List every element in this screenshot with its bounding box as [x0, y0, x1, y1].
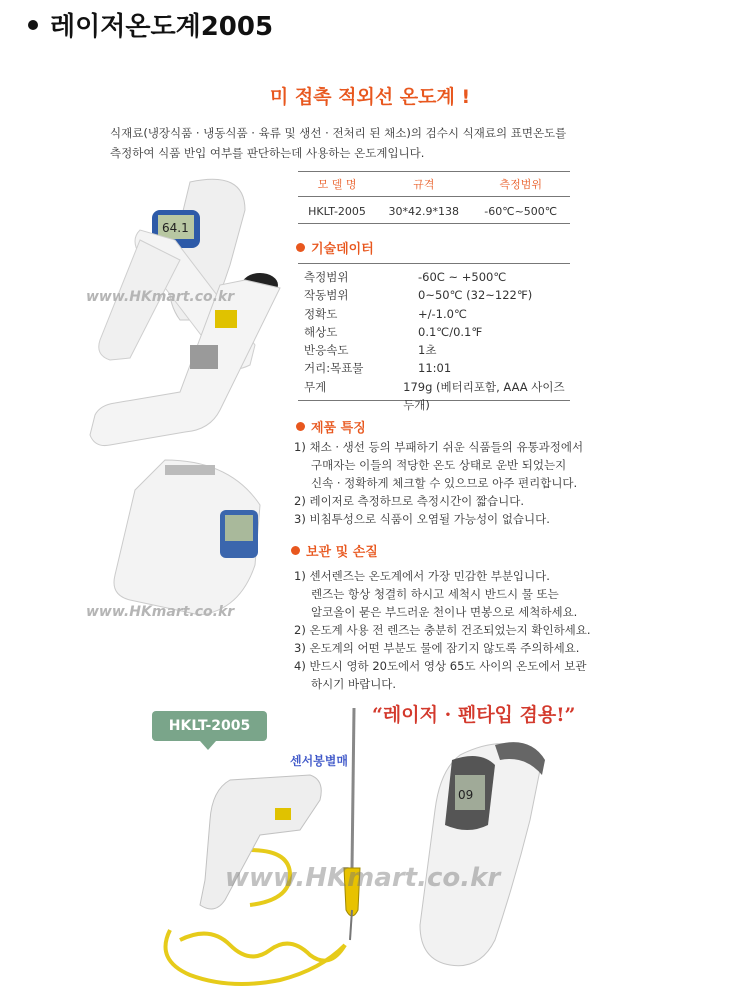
features-heading-label: 제품 특징	[311, 421, 366, 436]
title-bullet	[28, 20, 38, 30]
care-line: 알코올이 묻은 부드러운 천이나 면봉으로 세척하세요.	[311, 605, 578, 619]
tech-row	[298, 286, 570, 304]
intro-text	[110, 123, 630, 163]
tech-row	[298, 323, 570, 341]
feature-line: 1) 채소 · 생선 등의 부패하기 쉬운 식품들의 유통과정에서	[294, 440, 584, 454]
bullet-icon	[296, 422, 305, 431]
pen-lcd-reading: 09	[458, 788, 474, 802]
bottom-product-photos	[150, 700, 710, 1000]
spec-cell: -60℃~500℃	[471, 197, 570, 224]
feature-line: 신속 · 정확하게 체크할 수 있으므로 아주 편리합니다.	[311, 476, 578, 490]
tech-row	[298, 341, 570, 359]
tech-key: 반응속도	[304, 343, 349, 358]
thermometer-angled-image	[114, 460, 260, 615]
tech-value: 0~50℃ (32~122℉)	[418, 288, 533, 303]
tech-row	[298, 359, 570, 377]
spec-row	[298, 197, 570, 224]
care-heading	[291, 541, 378, 560]
model-tag: HKLT-2005	[152, 711, 267, 741]
tech-table	[298, 263, 570, 412]
watermark-large: www.HKmart.co.kr	[225, 863, 501, 893]
tech-value: +/-1.0℃	[418, 306, 467, 321]
page-title: 레이저온도계2005	[50, 12, 274, 42]
bullet-icon	[296, 243, 305, 252]
tech-value: -60C ~ +500℃	[418, 270, 507, 284]
page-subtitle: 미 접촉 적외선 온도계 !	[269, 86, 471, 108]
pen-thermometer-image	[420, 742, 545, 966]
lcd-reading: 64.1	[162, 221, 189, 235]
tech-value: 11:01	[418, 361, 452, 376]
sensor-note: 센서봉별매	[290, 754, 348, 768]
tech-row	[298, 305, 570, 323]
probe-image	[344, 708, 360, 940]
tech-value: 0.1℃/0.1℉	[418, 324, 483, 339]
care-line: 1) 센서렌즈는 온도계에서 가장 민감한 부분입니다.	[294, 569, 550, 583]
features-heading	[296, 417, 366, 436]
tech-heading	[296, 238, 374, 257]
feature-line: 2) 레이저로 측정하므로 측정시간이 짧습니다.	[294, 494, 525, 508]
tech-row	[298, 378, 570, 412]
spec-cell: HKLT-2005	[298, 197, 376, 224]
spec-header: 측정범위	[471, 172, 570, 197]
tech-key: 정확도	[304, 306, 338, 321]
care-line: 렌즈는 항상 청결히 하시고 세척시 반드시 물 또는	[311, 587, 559, 601]
care-line: 4) 반드시 영하 20도에서 영상 65도 사이의 온도에서 보관	[294, 659, 587, 673]
tech-key: 측정범위	[304, 270, 349, 284]
tech-heading-label: 기술데이터	[311, 242, 374, 257]
laser-note: “레이저 · 펜타입 겸용!”	[372, 704, 576, 726]
product-photos	[70, 170, 295, 660]
feature-line: 구매자는 이들의 적당한 온도 상태로 운반 되었는지	[311, 458, 567, 472]
tech-value: 1초	[418, 343, 437, 358]
care-line: 3) 온도계의 어떤 부분도 물에 잠기지 않도록 주의하세요.	[294, 641, 580, 655]
care-line: 2) 온도계 사용 전 렌즈는 충분히 건조되었는지 확인하세요.	[294, 623, 591, 637]
spec-table	[298, 171, 570, 224]
spec-header: 모 델 명	[298, 172, 376, 197]
care-line: 하시기 바랍니다.	[311, 677, 397, 691]
tech-row	[298, 268, 570, 286]
features-list	[294, 438, 634, 528]
spec-header-row	[298, 172, 570, 197]
watermark: www.HKmart.co.kr	[86, 604, 235, 620]
care-list	[294, 567, 654, 693]
intro-line: 식재료(냉장식품 · 냉동식품 · 육류 및 생선 · 전처리 된 채소)의 검수시 식재료의 표면온도를	[110, 126, 567, 140]
watermark: www.HKmart.co.kr	[86, 289, 235, 305]
spec-cell: 30*42.9*138	[376, 197, 471, 224]
spec-header: 규격	[376, 172, 471, 197]
tech-key: 작동범위	[304, 288, 349, 303]
intro-line: 측정하여 식품 반입 여부를 판단하는데 사용하는 온도계입니다.	[110, 146, 425, 160]
tech-key: 무게	[304, 379, 327, 394]
feature-line: 3) 비침투성으로 식품이 오염될 가능성이 없습니다.	[294, 512, 550, 526]
tech-key: 거리:목표물	[304, 361, 364, 376]
tech-value: 179g (베터리포함, AAA 사이즈 두개)	[403, 379, 565, 412]
tech-key: 해상도	[304, 324, 338, 339]
care-heading-label: 보관 및 손질	[306, 545, 378, 560]
